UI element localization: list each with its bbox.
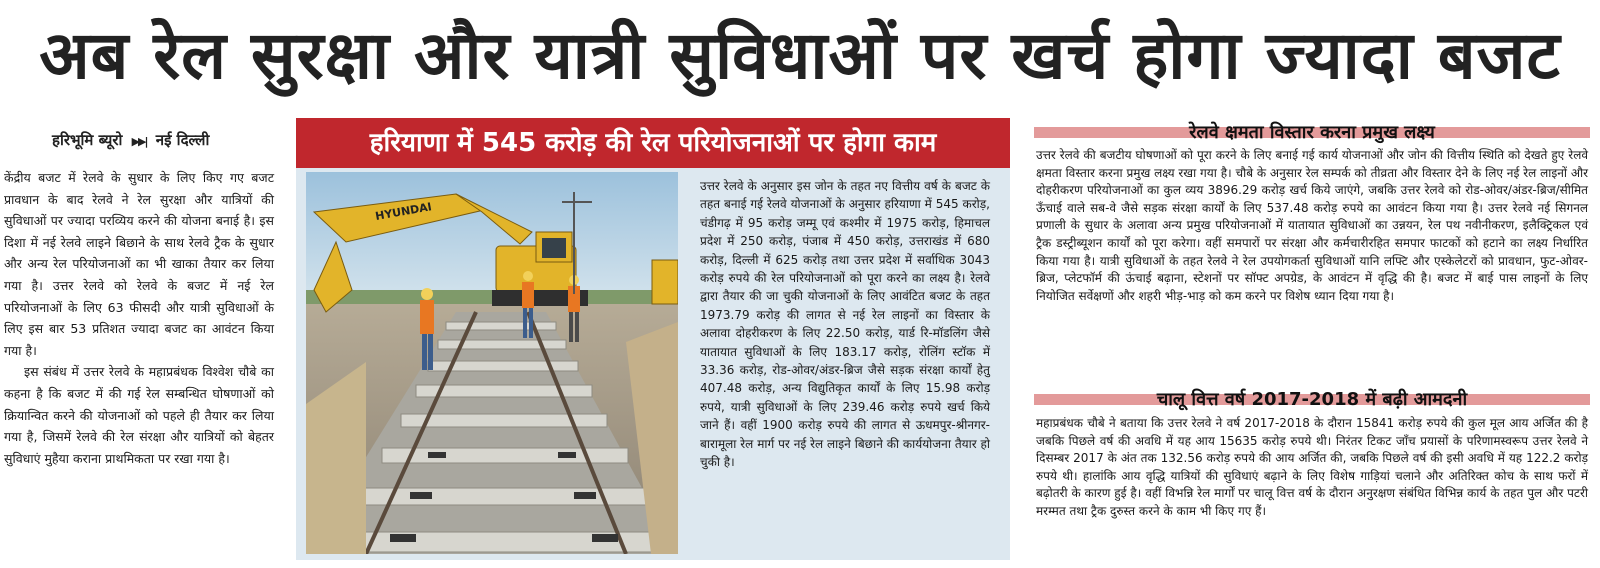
byline-city: नई दिल्ली <box>155 131 210 149</box>
left-column <box>4 167 274 469</box>
left-paragraph-2: इस संबंध में उत्तर रेलवे के महाप्रबंधक विश्वेश चौबे का कहना है कि बजट में की गई रेल सम्बन्धित घोषणाओं को क्रियान्वित करने की योजनाओं को पहले ही तैयार कर लिया गया है, जिसमें रेलवे की रेल संरक्षा और यात्रियों को बेहतर सुविधाएं मुहैया कराना प्राथमिकता पर रखा गया है। <box>4 364 274 466</box>
right-subheading-1 <box>1034 120 1590 146</box>
byline-separator-icon: ▶▶| <box>131 135 147 148</box>
right-column-top <box>1036 147 1588 305</box>
right-subheading-2 <box>1034 387 1590 413</box>
left-paragraph-1: केंद्रीय बजट में रेलवे के सुधार के लिए किए गए बजट प्रावधान के बाद रेलवे ने रेल सुरक्षा और यात्रियों की सुविधाओं पर ज्यादा परव्यिय करने की योजना बनाई है। इस दिशा में नई रेलवे लाइने बिछाने के साथ रेलवे ट्रैक के सुधार और अन्य रेल परियोजनाओं का भी खाका तैयार कर लिया गया है। उत्तर रेलवे को रेलवे के बजट में नई रेल परियोजनाओं के लिए 63 फीसदी और यात्री सुविधाओं के लिए इस बार 53 प्रतिशत ज्यादा बजट का आवंटन किया गया है। <box>4 170 274 358</box>
right-subheading-2-text: चालू वित्त वर्ष 2017-2018 में बढ़ी आमदनी <box>1156 389 1468 410</box>
right-paragraph-1: उत्तर रेलवे की बजटीय घोषणाओं को पूरा करने के लिए बनाई गई कार्य योजनाओं और जोन की वित्तीय स्थिति को देखते हुए रेलवे क्षमता विस्तार करना प्रमुख लक्ष्य रखा गया है। चौबे के अनुसार रेल सम्पर्क को तीव्रता और विस्तार देने के लिए नई रेल लाइनों और दोहरीकरण परियोजनाओं का कुल व्यय 3896.29 करोड़ खर्च किये जाएंगे, जबकि उत्तर रेलवे को रोड-ओवर/अंडर-ब्रिज/सीमित ऊँचाई वाले सब-वे जैसे सड़क संरक्षा कार्यों के लिए 537.48 करोड़ रुपये का आवंटन किया गया है। उत्तर रेलवे नई सिगनल प्रणाली के सुधार के अलावा अन्य प्रमुख परियोजनाओं में यातायात सुविधाओं का उन्नयन, रेल पथ नवीनीकरण, इलैक्ट्रिकल एवं ट्रैक डस्ट्रीब्यूशन कार्यों को पूरा करेगा। वहीं समपारों पर संरक्षा और कर्मचारीरहित समपार फाटकों को हटाने का लक्ष्य निर्धारित किया गया है। यात्री सुविधाओं के तहत रेलवे ने रेल उपयोगकर्ता सुविधाओं यानि लफ्टि और एस्केलेटरों को प्रावधान, फुट-ओवर-ब्रिज, प्लेटफॉर्म की ऊंचाई बढ़ाना, स्टेशनों पर सॉफ्ट अपग्रेड, के आवंटन में वृद्धि की है। बजट में बाई पास लाइनों के लिए नियोजित सर्वेक्षणों और शहरी भीड़-भाड़ को कम करने पर विशेष ध्यान दिया गया है। <box>1036 148 1588 303</box>
byline <box>52 130 292 150</box>
middle-banner: हरियाणा में 545 करोड़ की रेल परियोजनाओं पर होगा काम <box>296 118 1010 168</box>
right-paragraph-2: महाप्रबंधक चौबे ने बताया कि उत्तर रेलवे ने वर्ष 2017-2018 के दौरान 15841 करोड़ रुपये की कुल मूल आय अर्जित की है जबकि पिछले वर्ष की अवधि में यह आय 15635 करोड़ रुपये थी। निरंतर टिकट जाँच प्रयासों के परिणामस्वरूप उत्तर रेलवे ने दिसम्बर 2017 के अंत तक 132.56 करोड़ रुपये की आय अर्जित की, जबकि पिछले वर्ष की इसी अवधि में यह 122.2 करोड़ रुपये थी। हालांकि आय वृद्धि यात्रियों की सुविधाएं बढ़ाने के लिए विशेष गाड़ियां चलाने और अतिरिक्त कोच के साथ फरों में बढ़ोतरी के कारण हुई है। वहीं विभन्नि रेल मार्गों पर चालू वित्त वर्ष के दौरान अनुरक्षण संबंधित विभिन्न कार्य के तहत पुल और पटरी मरम्मत तथा ट्रैक दुरुस्त करने के काम भी किए गए हैं। <box>1036 416 1589 518</box>
photo-illustration <box>306 172 678 554</box>
railway-construction-photo <box>306 172 678 554</box>
photo-text: HYUNDAI <box>374 200 433 223</box>
right-column-bottom <box>1036 415 1588 521</box>
middle-article-text: उत्तर रेलवे के अनुसार इस जोन के तहत नए वित्तीय वर्ष के बजट के तहत बनाई गई रेलवे योजनाओं के अनुसार हरियाणा में 545 करोड़, चंडीगढ़ में 95 करोड़ जम्मू एवं कश्मीर में 1975 करोड़, हिमाचल प्रदेश में 250 करोड़, पंजाब में 450 करोड़, उत्तराखंड में 680 करोड़, दिल्ली में 625 करोड़ तथा उत्तर प्रदेश में सर्वाधिक 3043 करोड़ रुपये की रेल परियोजनाओं को पूरा करने का लक्ष्य है। रेलवे द्वारा तैयार की जा चुकी योजनाओं के लिए आवंटित बजट के तहत 1973.79 करोड़ की लागत से नई रेल लाइनों का विस्तार के अलावा दोहरीकरण के लिए 22.50 करोड़, यार्ड रि-मॉडलिंग जैसे यातायात सुविधाओं के लिए 183.17 करोड़, रोलिंग स्टॉक में 33.36 करोड़, रोड-ओवर/अंडर-ब्रिज जैसे सड़क संरक्षा कार्यों हेतु 407.48 करोड़, अन्य विद्युतिकृत कार्यों के लिए 15.98 करोड़ रुपये, यात्री सुविधाओं के लिए 239.46 करोड़ रुपये खर्च किये जाने हैं। वहीं 1900 करोड़ रुपये की लागत से ऊधमपुर-श्रीनगर-बारामूला रेल मार्ग पर नई रेल लाइने बिछाने की कार्ययोजना तैयार हो चुकी है। <box>700 179 990 470</box>
right-subheading-1-text: रेलवे क्षमता विस्तार करना प्रमुख लक्ष्य <box>1189 122 1435 143</box>
byline-agency: हरिभूमि ब्यूरो <box>52 131 123 149</box>
headline: अब रेल सुरक्षा और यात्री सुविधाओं पर खर्च होगा ज्यादा बजट <box>39 17 1561 94</box>
